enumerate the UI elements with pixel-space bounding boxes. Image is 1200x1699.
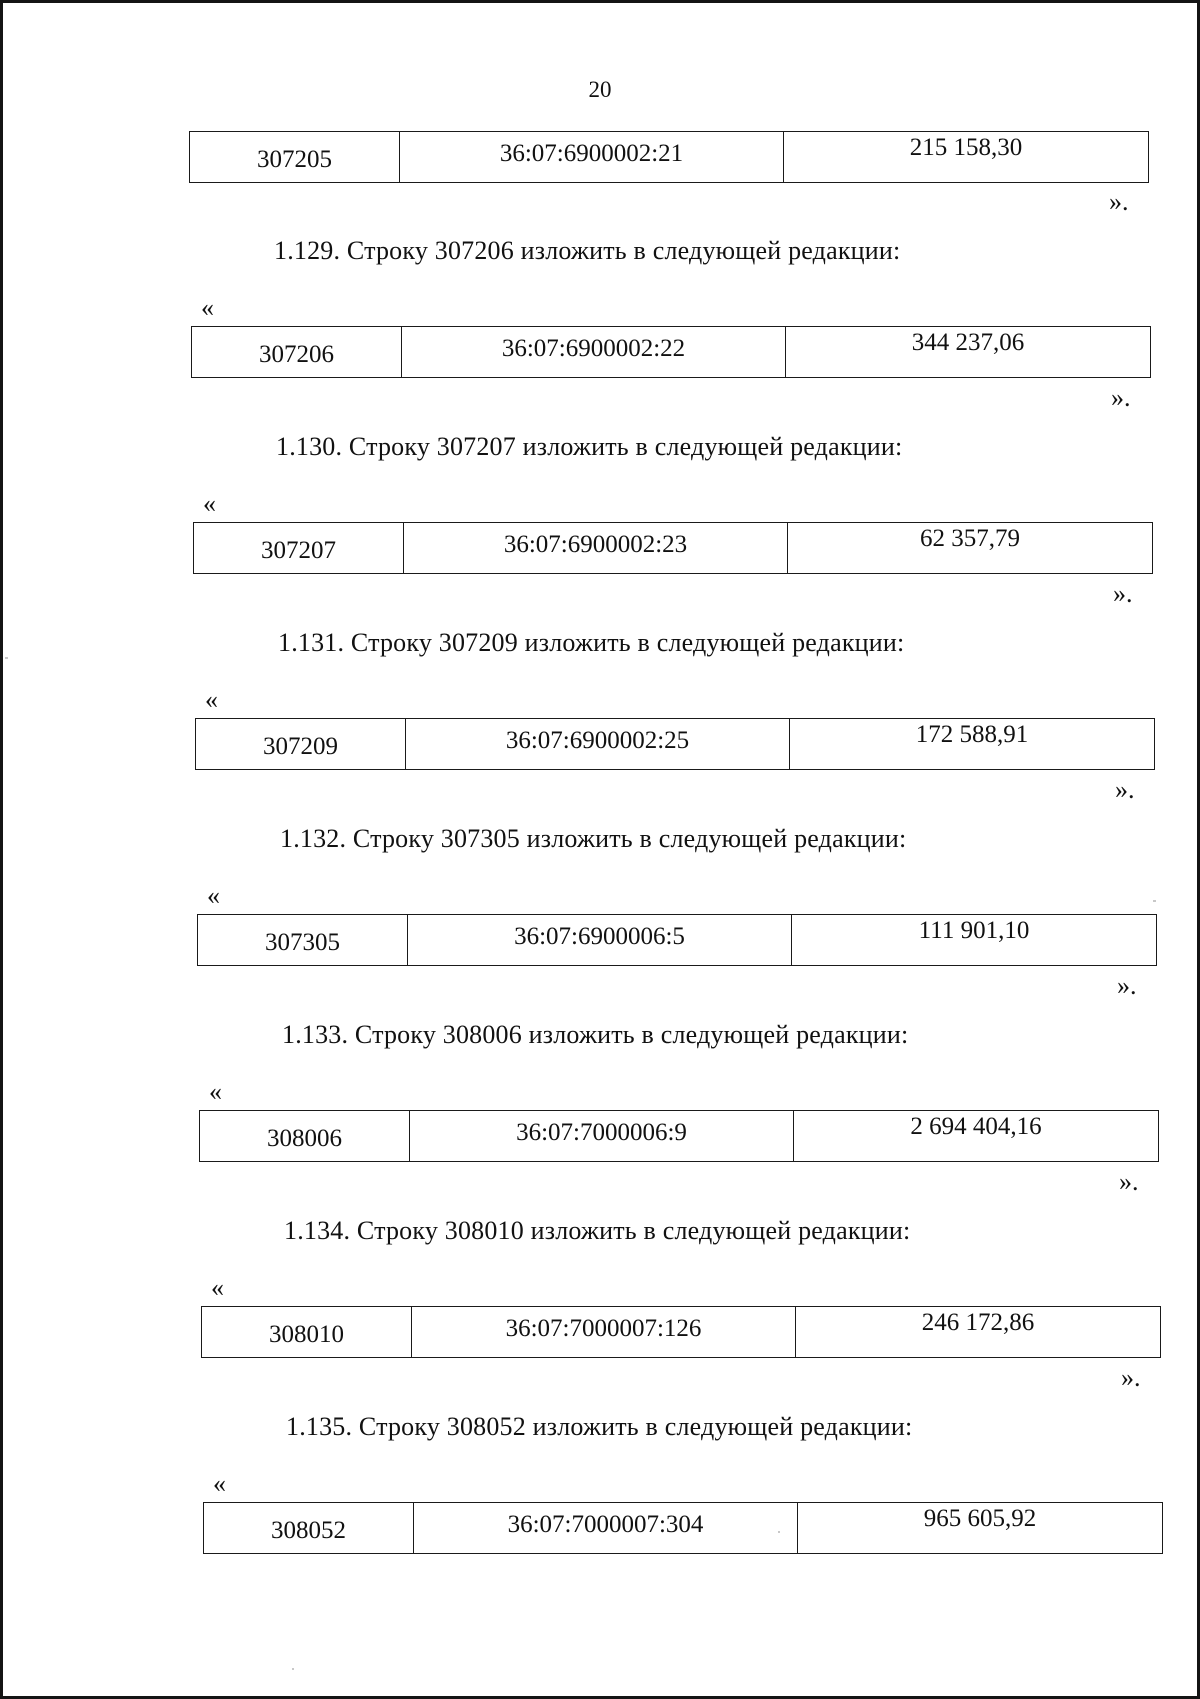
- row-value: 344 237,06: [911, 329, 1025, 356]
- row-value: 62 357,79: [920, 525, 1020, 552]
- row-code: 307206: [192, 327, 402, 377]
- row-code: 307305: [198, 915, 408, 965]
- section-heading: 1.133. Строку 308006 изложить в следующей редакции:: [282, 1020, 909, 1049]
- row-cadastral-number: 36:07:6900002:25: [406, 719, 790, 769]
- opening-quote: «: [209, 1077, 222, 1106]
- table-row: [195, 718, 1155, 770]
- table-row: [193, 522, 1153, 574]
- opening-quote: «: [213, 1469, 226, 1498]
- row-cadastral-number: 36:07:6900006:5: [408, 915, 792, 965]
- row-cadastral-number: 36:07:7000007:126: [412, 1307, 796, 1357]
- row-value: 215 158,30: [909, 134, 1023, 161]
- row-cadastral-number: 36:07:7000007:304: [414, 1503, 798, 1553]
- table-row: [201, 1306, 1161, 1358]
- closing-quote: ».: [1117, 971, 1137, 1000]
- section-heading: 1.131. Строку 307209 изложить в следующей редакции:: [278, 628, 905, 657]
- opening-quote: «: [203, 489, 216, 518]
- opening-quote: «: [205, 685, 218, 714]
- scan-speck: [292, 1668, 294, 1670]
- row-value: 111 901,10: [918, 917, 1030, 944]
- table-row: [191, 326, 1151, 378]
- row-code: 307207: [194, 523, 404, 573]
- row-code: 307209: [196, 719, 406, 769]
- closing-quote: ».: [1111, 383, 1131, 412]
- opening-quote: «: [207, 881, 220, 910]
- table-row: [199, 1110, 1159, 1162]
- row-cadastral-number: 36:07:6900002:21: [400, 132, 784, 182]
- closing-quote: ».: [1113, 579, 1133, 608]
- table-row: [189, 131, 1149, 183]
- section-heading: 1.135. Строку 308052 изложить в следующей редакции:: [286, 1412, 913, 1441]
- section-heading: 1.130. Строку 307207 изложить в следующей редакции:: [276, 432, 903, 461]
- row-code: 307205: [190, 132, 400, 182]
- closing-quote: ».: [1115, 775, 1135, 804]
- page-number: 20: [588, 77, 612, 102]
- row-value: 965 605,92: [923, 1505, 1037, 1532]
- scan-speck: [778, 1531, 780, 1533]
- opening-quote: «: [211, 1273, 224, 1302]
- row-cadastral-number: 36:07:6900002:23: [404, 523, 788, 573]
- row-value: 246 172,86: [921, 1309, 1035, 1336]
- closing-quote: ».: [1109, 187, 1129, 216]
- row-cadastral-number: 36:07:7000006:9: [410, 1111, 794, 1161]
- section-heading: 1.132. Строку 307305 изложить в следующей редакции:: [280, 824, 907, 853]
- row-value: 2 694 404,16: [910, 1113, 1042, 1140]
- table-row: [197, 914, 1157, 966]
- row-code: 308052: [204, 1503, 414, 1553]
- opening-quote: «: [201, 293, 214, 322]
- section-heading: 1.134. Строку 308010 изложить в следующей редакции:: [284, 1216, 911, 1245]
- closing-quote: ».: [1119, 1167, 1139, 1196]
- row-code: 308006: [200, 1111, 410, 1161]
- row-code: 308010: [202, 1307, 412, 1357]
- table-row: [203, 1502, 1163, 1554]
- row-cadastral-number: 36:07:6900002:22: [402, 327, 786, 377]
- row-value: 172 588,91: [915, 721, 1029, 748]
- scan-speck: [5, 657, 8, 659]
- section-heading: 1.129. Строку 307206 изложить в следующей редакции:: [274, 236, 901, 265]
- scan-speck: [1153, 900, 1156, 902]
- closing-quote: ».: [1121, 1363, 1141, 1392]
